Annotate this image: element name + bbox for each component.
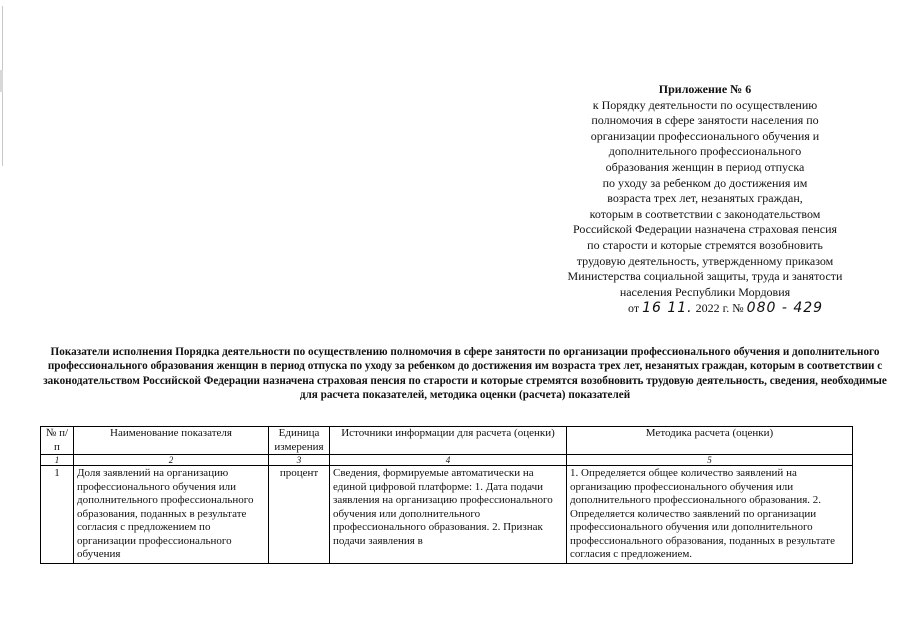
- appendix-line: Министерства социальной защиты, труда и занятости: [567, 269, 843, 284]
- handwritten-order-number: 080 - 429: [746, 300, 824, 316]
- handwritten-date: 16 11.: [642, 300, 693, 316]
- appendix-line: населения Республики Мордовия: [619, 284, 791, 299]
- appendix-line: Российской Федерации назначена страховая пенсия: [572, 222, 838, 237]
- date-prefix: от: [628, 301, 640, 315]
- appendix-line: которым в соответствии с законодательством: [589, 206, 821, 221]
- column-number: 3: [269, 455, 330, 466]
- header-name: Наименование показателя: [74, 427, 269, 455]
- order-date-number: [628, 300, 823, 316]
- row-name: Доля заявлений на организацию профессионального обучения или дополнительного профессионального образования, поданных в результате согласия с предложением по организации профессионального обучения: [74, 466, 269, 564]
- table-header-row: [41, 427, 853, 455]
- appendix-line: трудовую деятельность, утвержденному приказом: [576, 253, 834, 268]
- header-sources: Источники информации для расчета (оценки): [330, 427, 567, 455]
- appendix-line: организации профессионального обучения и: [590, 128, 820, 143]
- row-num: 1: [41, 466, 74, 564]
- appendix-line: дополнительного профессионального: [608, 144, 802, 159]
- appendix-title: Приложение № 6: [658, 82, 752, 96]
- appendix-line: возраста трех лет, незанятых граждан,: [607, 191, 803, 206]
- date-year: 2022 г. №: [695, 301, 744, 315]
- column-number-row: [41, 455, 853, 466]
- column-number: 2: [74, 455, 269, 466]
- column-number: 5: [567, 455, 853, 466]
- indicators-table: [40, 426, 853, 564]
- column-number: 4: [330, 455, 567, 466]
- scan-edge-mark: [0, 70, 3, 92]
- column-number: 1: [41, 455, 74, 466]
- row-method: 1. Определяется общее количество заявлений на организацию профессионального обучения или дополнительного профессионального образования. 2. Определяется количество заявлений по организации профессионального обучения или дополнительного профессионального образования, поданных в результате согласия с предложением.: [567, 466, 853, 564]
- header-num: № п/п: [41, 427, 74, 455]
- table-row: [41, 466, 853, 564]
- row-unit: процент: [269, 466, 330, 564]
- row-sources: Сведения, формируемые автоматически на единой цифровой платформе: 1. Дата подачи заявления на организацию профессионального обучения или дополнительного профессионального образования. 2. Признак подачи заявления в: [330, 466, 567, 564]
- appendix-line: полномочия в сфере занятости населения по: [591, 113, 819, 128]
- header-unit: Единица измерения: [269, 427, 330, 455]
- appendix-block: [520, 82, 890, 300]
- document-heading: Показатели исполнения Порядка деятельности по осуществлению полномочия в сфере занятости по организации профессионального обучения и дополнительного профессионального образования женщин в период отпуска по уходу за ребенком до достижения им возраста трех лет, незанятых граждан, которым в соответствии с законодательством Российской Федерации назначена страховая пенсия по старости и которые стремятся возобновить трудовую деятельность, сведения, необходимые для расчета показателей, методика оценки (расчета) показателей: [43, 346, 887, 402]
- header-method: Методика расчета (оценки): [567, 427, 853, 455]
- appendix-line: по старости и которые стремятся возобновить: [587, 237, 823, 252]
- appendix-line: к Порядку деятельности по осуществлению: [592, 97, 818, 112]
- appendix-line: по уходу за ребенком до достижения им: [602, 175, 808, 190]
- appendix-line: образования женщин в период отпуска: [605, 159, 805, 174]
